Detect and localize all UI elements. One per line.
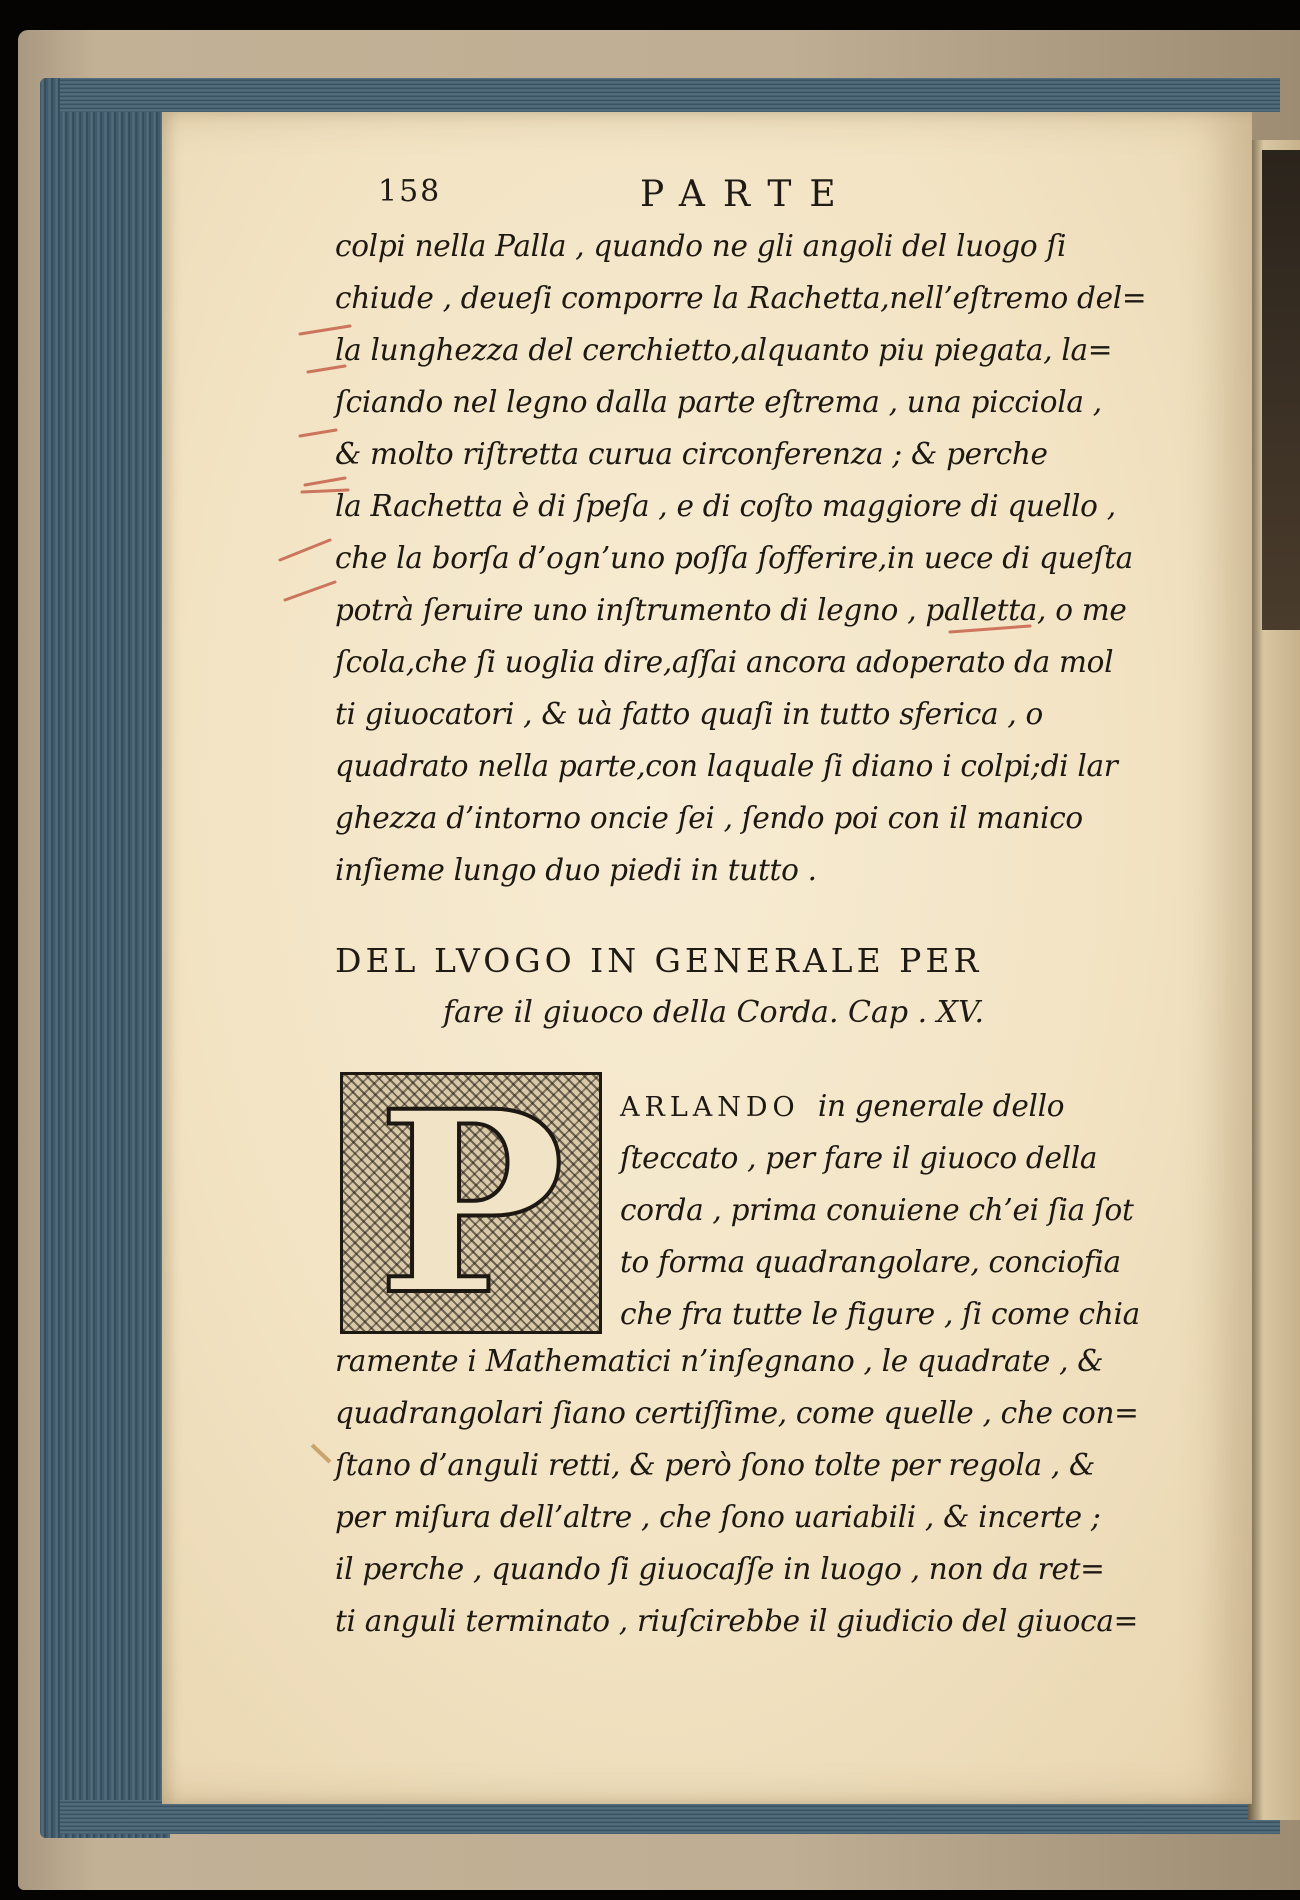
paragraph-1 (335, 220, 1155, 896)
text-line: ſciando nel legno dalla parte eſtrema , una picciola , (335, 385, 1102, 419)
text-line: ghezza d’intorno oncie ſei , ſendo poi con il manico (335, 801, 1083, 835)
text-line: che la borſa d’ogn’uno poſſa ſofferire,in uece di queſta (335, 541, 1133, 575)
page-edges-left (40, 78, 170, 1838)
text-line: ſteccato , per fare il giuoco della (620, 1141, 1098, 1175)
text-line: per miſura dell’altre , che ſono uariabili , & incerte ; (335, 1500, 1101, 1534)
section-title: PARTE (640, 174, 854, 215)
text-line: corda , prima conuiene ch’ei ſia ſot (620, 1193, 1134, 1227)
text-line: ſcola,che ſi uoglia dire,aſſai ancora adoperato da mol (335, 645, 1114, 679)
text-line: ramente i Mathematici n’inſegnano , le quadrate , & (335, 1344, 1104, 1378)
text-line: che fra tutte le figure , ſi come chia (620, 1297, 1140, 1331)
text-line: la lunghezza del cerchietto,alquanto piu piegata, la= (335, 333, 1113, 367)
text-line: colpi nella Palla , quando ne gli angoli del luogo ſi (335, 229, 1067, 263)
chapter-heading (335, 935, 1155, 1039)
text-line: potrà ſeruire uno inſtrumento di legno , palletta, o me (335, 593, 1127, 627)
page-number: 158 (378, 174, 442, 209)
text-line: il perche , quando ſi giuocaſſe in luogo , non da ret= (335, 1552, 1105, 1586)
decorated-initial (340, 1056, 602, 1350)
paragraph-2-beside-initial (620, 1080, 1160, 1340)
text-line: quadrato nella parte,con laquale ſi diano i colpi;di lar (335, 749, 1118, 783)
text-line: & molto riſtretta curua circonferenza ; & perche (335, 437, 1048, 471)
text-line: la Rachetta è di ſpeſa , e di coſto maggiore di quello , (335, 489, 1116, 523)
initial-letter: P (377, 1056, 565, 1350)
chapter-heading-subtitle: fare il giuoco della Corda. Cap . XV. (443, 995, 984, 1030)
text-line (620, 1080, 1160, 1132)
text-line: to forma quadrangolare, conciofia (620, 1245, 1121, 1279)
text-line: ſtano d’anguli retti, & però ſono tolte per regola , & (335, 1448, 1095, 1482)
chapter-heading-title: DEL LVOGO IN GENERALE PER (335, 941, 983, 980)
text-line: chiude , deueſi comporre la Rachetta,nell’eſtremo del= (335, 281, 1147, 315)
page-edges-top (60, 78, 1280, 112)
running-head (0, 174, 1300, 224)
text-line: inſieme lungo duo piedi in tutto . (335, 853, 817, 887)
text-line-rest: in generale dello (817, 1089, 1065, 1123)
page-edges-bottom (60, 1800, 1280, 1834)
text-line: ti anguli terminato , riuſcirebbe il giudicio del giuoca= (335, 1604, 1139, 1638)
text-line: quadrangolari ſiano certiſſime, come quelle , che con= (335, 1396, 1139, 1430)
opening-word: ARLANDO (620, 1092, 800, 1123)
text-line: ti giuocatori , & uà fatto quaſi in tutto sferica , o (335, 697, 1043, 731)
paragraph-2-continued (335, 1335, 1155, 1647)
